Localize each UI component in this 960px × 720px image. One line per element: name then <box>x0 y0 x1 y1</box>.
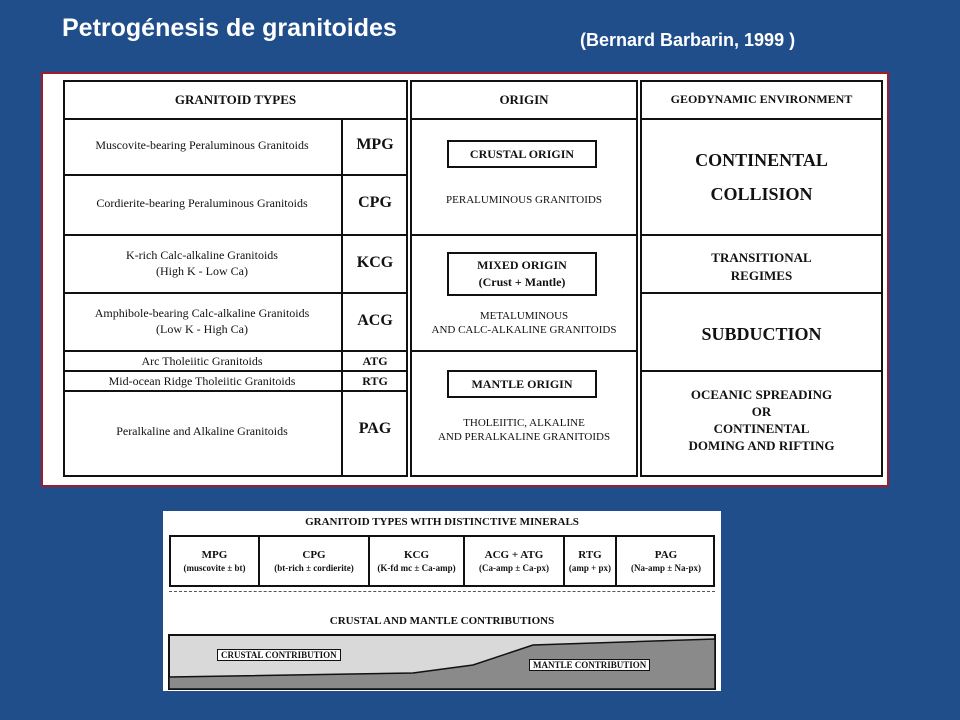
type-code: KCG <box>356 254 394 271</box>
row-divider <box>63 370 408 372</box>
origin-desc: AND CALC-ALKALINE GRANITOIDS <box>431 324 617 336</box>
col-divider <box>368 535 370 587</box>
type-code: ATG <box>362 354 388 368</box>
types-header: GRANITOID TYPES <box>174 92 297 107</box>
origin-divider <box>410 350 638 352</box>
type-name: Arc Tholeiitic Granitoids <box>141 354 263 368</box>
type-code: PAG <box>358 420 392 437</box>
origin-desc: METALUMINOUS <box>479 310 569 322</box>
origin-divider <box>410 234 638 236</box>
granitoid-classification-table <box>41 72 889 487</box>
origin-box-label: MIXED ORIGIN <box>477 258 567 272</box>
mineral-code: ACG + ATG <box>484 549 544 561</box>
col-divider <box>463 535 465 587</box>
env-label: COLLISION <box>710 184 813 204</box>
type-subname: (High K - Low Ca) <box>156 264 248 278</box>
citation: (Bernard Barbarin, 1999 ) <box>580 30 796 50</box>
env-label: TRANSITIONAL <box>711 250 812 265</box>
row-divider <box>63 350 408 352</box>
mineral-list: (bt-rich ± cordierite) <box>274 563 354 573</box>
env-label: REGIMES <box>730 268 793 283</box>
origin-desc: THOLEIITIC, ALKALINE <box>463 417 585 429</box>
origin-box-label: MANTLE ORIGIN <box>471 377 573 391</box>
origin-desc: PERALUMINOUS GRANITOIDS <box>446 194 602 206</box>
mineral-code: KCG <box>403 549 430 561</box>
type-name: Cordierite-bearing Peraluminous Granitoids <box>96 196 308 210</box>
type-subname: (Low K - High Ca) <box>156 322 248 336</box>
type-code: RTG <box>362 374 388 388</box>
mineral-list: (muscovite ± bt) <box>183 563 246 573</box>
env-label: CONTINENTAL <box>695 150 828 170</box>
origin-box-sub: (Crust + Mantle) <box>478 275 566 289</box>
mineral-code: RTG <box>578 549 602 561</box>
origin-header: ORIGIN <box>499 92 549 107</box>
env-divider <box>640 234 883 236</box>
env-divider <box>640 292 883 294</box>
env-label: SUBDUCTION <box>701 324 822 344</box>
col-divider <box>615 535 617 587</box>
col-divider <box>258 535 260 587</box>
mineral-list: (K-fd mc ± Ca-amp) <box>377 563 456 573</box>
dashed-divider <box>169 591 715 592</box>
row-divider <box>63 390 408 392</box>
type-name: Muscovite-bearing Peraluminous Granitoids <box>95 138 309 152</box>
minerals-header: GRANITOID TYPES WITH DISTINCTIVE MINERALS <box>305 516 579 528</box>
row-divider <box>63 174 408 176</box>
env-label: OCEANIC SPREADING <box>690 387 833 402</box>
type-code: CPG <box>358 194 392 211</box>
env-label: CONTINENTAL <box>713 421 810 436</box>
origin-desc: AND PERALKALINE GRANITOIDS <box>437 431 611 443</box>
crustal-contribution-label: CRUSTAL CONTRIBUTION <box>217 649 341 661</box>
type-code: MPG <box>356 136 394 153</box>
mineral-code: CPG <box>302 549 326 561</box>
env-label: DOMING AND RIFTING <box>688 438 835 453</box>
row-divider <box>63 234 408 236</box>
type-name: Peralkaline and Alkaline Granitoids <box>116 424 288 438</box>
mineral-code: MPG <box>201 549 228 561</box>
origin-box-label: CRUSTAL ORIGIN <box>469 147 575 161</box>
minerals-contributions-figure <box>163 511 721 691</box>
col-divider <box>563 535 565 587</box>
type-name: Amphibole-bearing Calc-alkaline Granitoids <box>94 306 310 320</box>
mineral-list: (Na-amp ± Na-px) <box>631 563 701 573</box>
type-code: ACG <box>357 312 393 329</box>
mineral-list: (amp + px) <box>568 563 612 573</box>
geodynamic-header: GEODYNAMIC ENVIRONMENT <box>670 92 853 106</box>
env-label: OR <box>751 404 772 419</box>
mantle-contribution-label: MANTLE CONTRIBUTION <box>529 659 650 671</box>
env-divider <box>640 370 883 372</box>
mineral-list: (Ca-amp ± Ca-px) <box>479 563 549 573</box>
mineral-code: PAG <box>654 549 678 561</box>
row-divider <box>63 292 408 294</box>
type-name: Mid-ocean Ridge Tholeiitic Granitoids <box>108 374 296 388</box>
slide-title: Petrogénesis de granitoides <box>62 14 397 42</box>
type-name: K-rich Calc-alkaline Granitoids <box>126 248 278 262</box>
contributions-header: CRUSTAL AND MANTLE CONTRIBUTIONS <box>329 615 555 627</box>
minerals-row <box>169 535 715 587</box>
